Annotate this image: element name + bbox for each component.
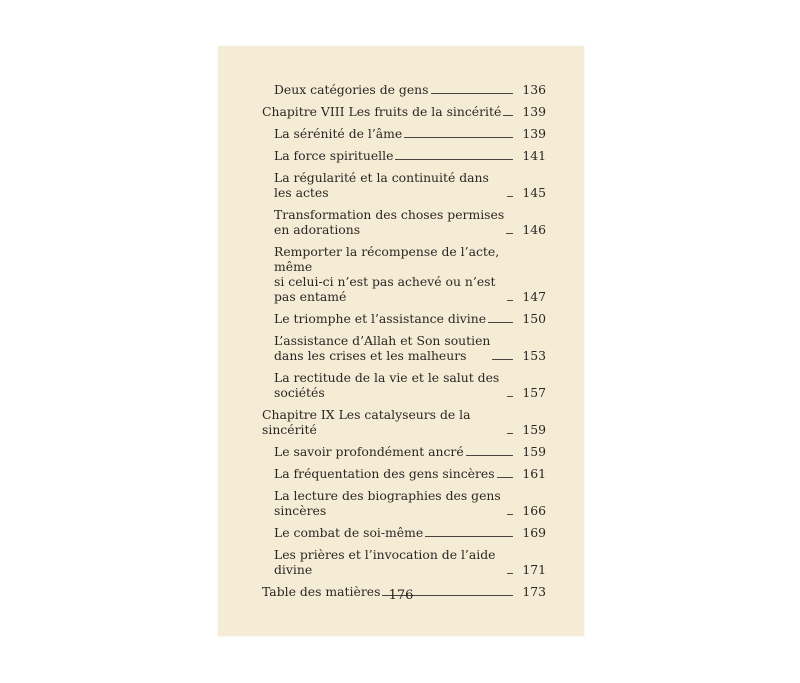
toc-entry-page: 139 <box>522 104 546 119</box>
toc-leader-line <box>425 536 513 537</box>
toc-entry-title: La régularité et la continuité dans les actes <box>274 170 489 200</box>
toc-entry-page: 147 <box>522 289 546 304</box>
toc-leader-line <box>507 300 513 301</box>
toc-entry <box>262 170 546 200</box>
toc-entry-page: 171 <box>522 562 546 577</box>
toc-entry-page: 153 <box>522 348 546 363</box>
toc-leader-line <box>507 396 513 397</box>
toc-entry-page: 159 <box>522 444 546 459</box>
toc-leader-line <box>395 159 513 160</box>
toc-entry-title: La fréquentation des gens sincères <box>274 466 495 481</box>
toc-entry-page: 150 <box>522 311 546 326</box>
toc-leader-line <box>466 455 513 456</box>
toc-entry-title: Le savoir profondément ancré <box>274 444 464 459</box>
toc-leader-line <box>506 233 513 234</box>
toc-entry <box>262 311 546 326</box>
toc-entry-title: La force spirituelle <box>274 148 394 163</box>
toc-entry <box>262 466 546 481</box>
toc-entry <box>262 525 546 540</box>
toc-entry-title: Transformation des choses permises en adorations <box>274 207 505 237</box>
toc-leader-line <box>503 115 513 116</box>
toc-entry-page: 161 <box>522 466 546 481</box>
toc-entry-page: 139 <box>522 126 546 141</box>
toc-leader-line <box>492 359 513 360</box>
toc-entry-title: Chapitre VIII Les fruits de la sincérité <box>262 104 502 119</box>
toc-entry-page: 159 <box>522 422 546 437</box>
toc-entry <box>262 148 546 163</box>
toc-entry-title: Le combat de soi-même <box>274 525 424 540</box>
toc-entry-title: L’assistance d’Allah et Son soutien dans les crises et les malheurs <box>274 333 491 363</box>
toc-entry-title: La rectitude de la vie et le salut des sociétés <box>274 370 500 400</box>
toc-entry <box>262 547 546 577</box>
toc-entry-page: 157 <box>522 385 546 400</box>
toc-entry-page: 136 <box>522 82 546 97</box>
book-page <box>218 46 584 636</box>
toc-leader-line <box>507 573 513 574</box>
toc-entry <box>262 82 546 97</box>
toc-entry <box>262 333 546 363</box>
toc-entry-title: Table des matières <box>262 584 381 599</box>
toc-entry-title: Chapitre IX Les catalyseurs de la sincérité <box>262 407 471 437</box>
toc-leader-line <box>507 514 513 515</box>
toc-chapter-entry <box>262 407 546 437</box>
toc-entry-page: 169 <box>522 525 546 540</box>
toc-entry-title: Les prières et l’invocation de l’aide divine <box>274 547 496 577</box>
toc-entry <box>262 444 546 459</box>
toc-entry-page: 141 <box>522 148 546 163</box>
toc-entry-page: 173 <box>522 584 546 599</box>
toc-entry-title: Deux catégories de gens <box>274 82 429 97</box>
page-number: 176 <box>388 588 414 603</box>
toc-entry <box>262 488 546 518</box>
toc-leader-line <box>507 196 513 197</box>
toc-leader-line <box>488 322 513 323</box>
toc-entry-title: Remporter la récompense de l’acte, même si celui-ci n’est pas achevé ou n’est pas entamé <box>274 244 500 304</box>
toc-entry-page: 166 <box>522 503 546 518</box>
toc-entry <box>262 207 546 237</box>
toc-entry-title: La lecture des biographies des gens sincères <box>274 488 501 518</box>
toc-entry <box>262 244 546 304</box>
toc-leader-line <box>497 477 513 478</box>
table-of-contents <box>262 82 546 606</box>
toc-entry-title: La sérénité de l’âme <box>274 126 403 141</box>
toc-leader-line <box>431 93 513 94</box>
toc-entry-page: 145 <box>522 185 546 200</box>
toc-chapter-entry <box>262 104 546 119</box>
toc-leader-line <box>507 433 513 434</box>
toc-entry <box>262 126 546 141</box>
toc-leader-line <box>404 137 513 138</box>
toc-entry-page: 146 <box>522 222 546 237</box>
toc-entry-title: Le triomphe et l’assistance divine <box>274 311 487 326</box>
toc-entry <box>262 370 546 400</box>
